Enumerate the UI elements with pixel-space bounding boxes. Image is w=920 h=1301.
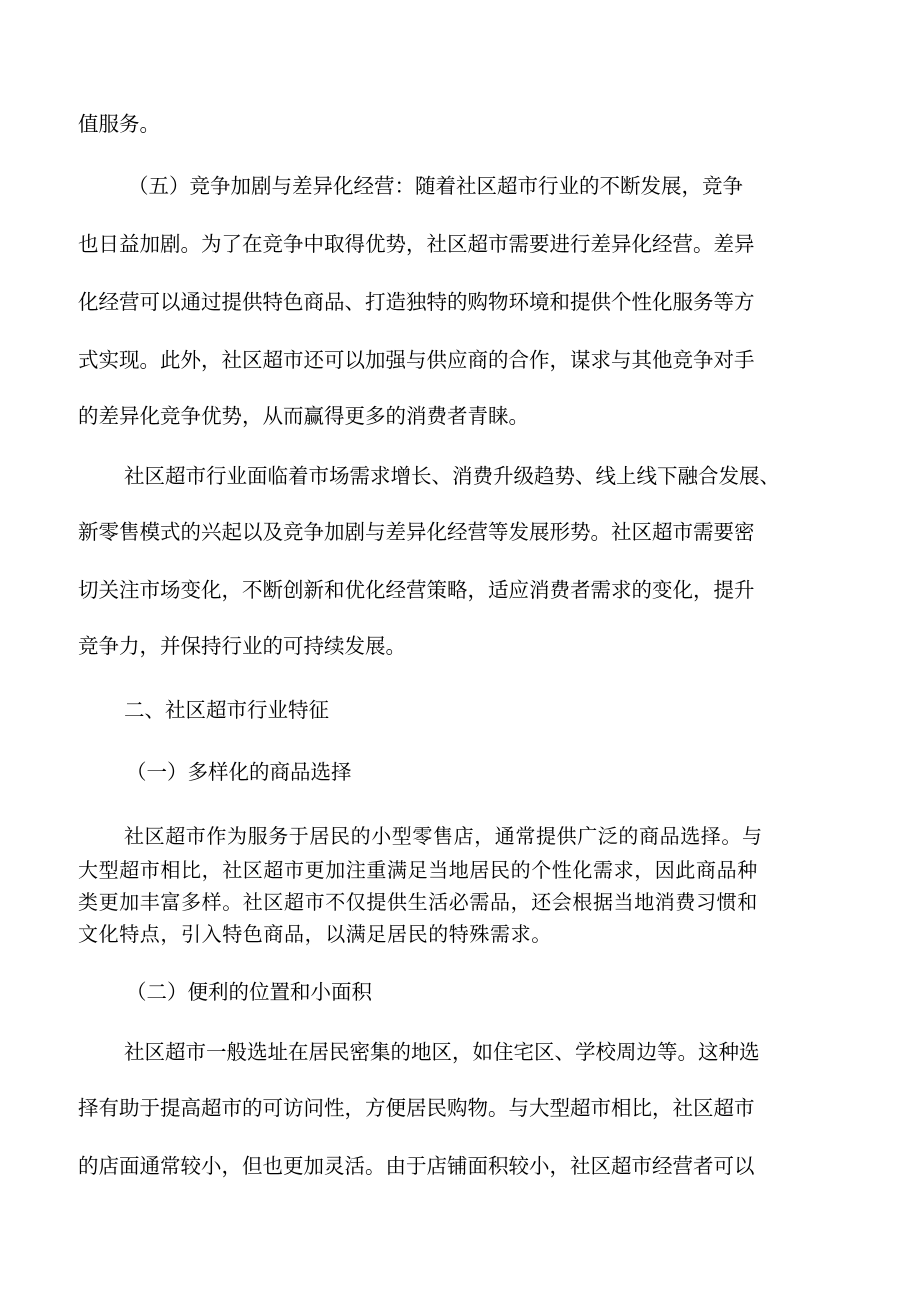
paragraph-line: 新零售模式的兴起以及竞争加剧与差异化经营等发展形势。社区超市需要密	[78, 520, 755, 544]
paragraph-line: 切关注市场变化，不断创新和优化经营策略，适应消费者需求的变化，提升	[78, 578, 755, 602]
section-heading-5: （五）竞争加剧与差异化经营：随着社区超市行业的不断发展，竞争	[128, 174, 743, 198]
paragraph-line: 类更加丰富多样。社区超市不仅提供生活必需品，还会根据当地消费习惯和	[78, 890, 758, 914]
paragraph-line: 社区超市行业面临着市场需求增长、消费升级趋势、线上线下融合发展、	[124, 464, 780, 488]
paragraph-line: 的差异化竞争优势，从而赢得更多的消费者青睐。	[78, 404, 529, 428]
paragraph-line: 也日益加剧。为了在竞争中取得优势，社区超市需要进行差异化经营。差异	[78, 232, 755, 256]
section-heading-1: （一）多样化的商品选择	[126, 760, 352, 784]
paragraph-line: 社区超市作为服务于居民的小型零售店，通常提供广泛的商品选择。与	[124, 824, 763, 848]
paragraph-line: 值服务。	[78, 112, 160, 136]
paragraph-line: 社区超市一般选址在居民密集的地区，如住宅区、学校周边等。这种选	[124, 1040, 760, 1064]
paragraph-line: 大型超市相比，社区超市更加注重满足当地居民的个性化需求，因此商品种	[78, 858, 758, 882]
paragraph-line: 化经营可以通过提供特色商品、打造独特的购物环境和提供个性化服务等方	[78, 290, 755, 314]
chapter-heading: 二、社区超市行业特征	[124, 698, 329, 722]
paragraph-line: 竞争力，并保持行业的可持续发展。	[78, 634, 406, 658]
section-heading-2: （二）便利的位置和小面积	[126, 980, 372, 1004]
paragraph-line: 择有助于提高超市的可访问性，方便居民购物。与大型超市相比，社区超市	[78, 1096, 755, 1120]
paragraph-line: 的店面通常较小，但也更加灵活。由于店铺面积较小，社区超市经营者可以	[78, 1154, 755, 1178]
paragraph-line: 文化特点，引入特色商品，以满足居民的特殊需求。	[78, 922, 552, 946]
paragraph-line: 式实现。此外，社区超市还可以加强与供应商的合作，谋求与其他竞争对手	[78, 348, 755, 372]
